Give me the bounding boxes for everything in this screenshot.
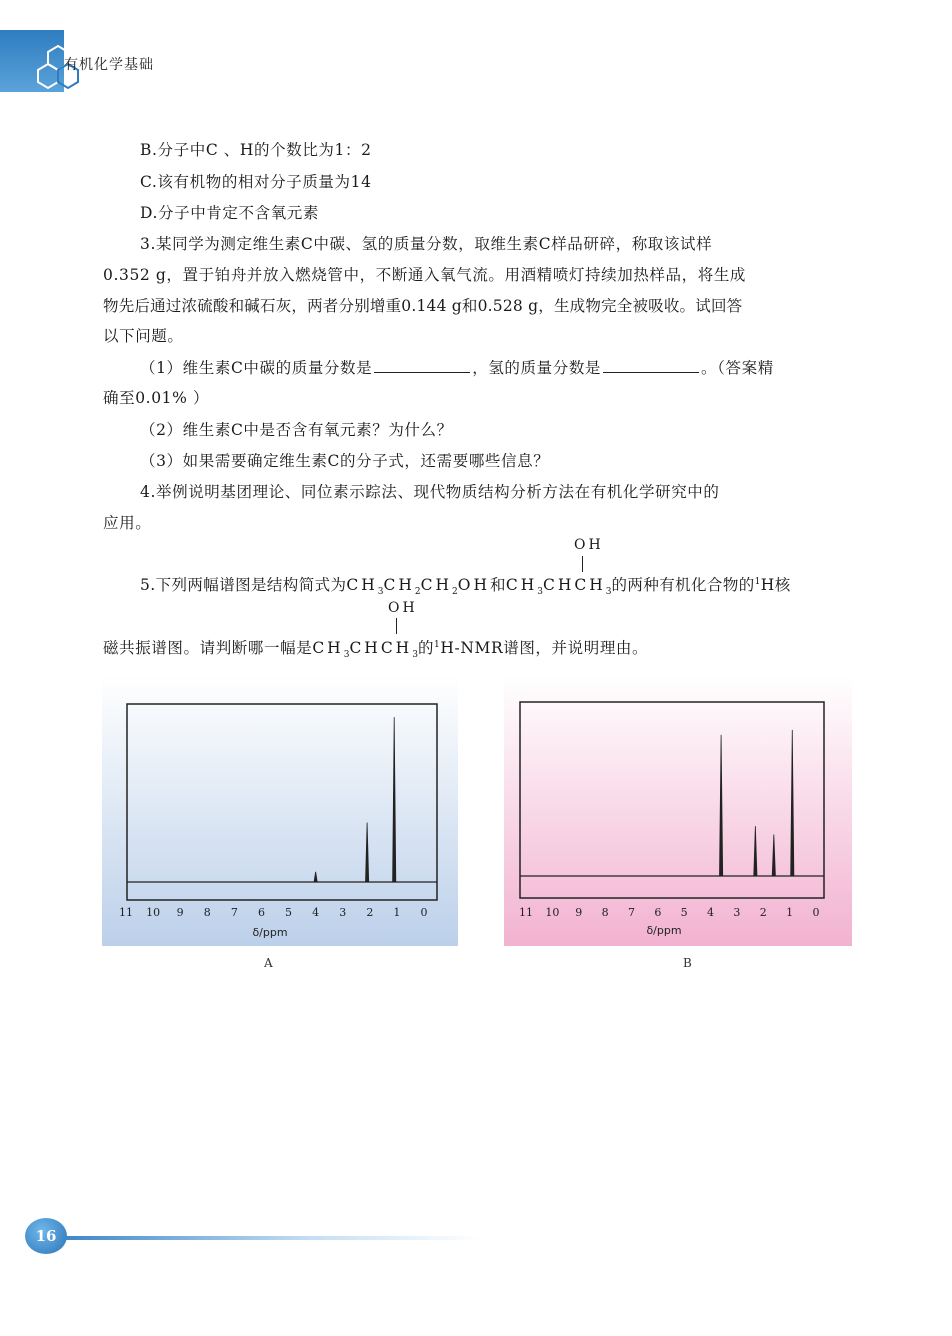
axis-tick-label: 2 xyxy=(366,906,374,919)
axis-tick-label: 4 xyxy=(707,906,715,919)
nmr-spectrum-a xyxy=(102,676,458,946)
question-5-line-1 xyxy=(140,573,791,597)
q5-and: 和 xyxy=(490,576,506,594)
question-5-line-2 xyxy=(103,636,648,660)
formula-propanol: $CH_3CH_2CH_2OH$ xyxy=(346,576,490,598)
option-c: C.该有机物的相对分子质量为14 xyxy=(140,173,372,191)
axis-tick-label: 2 xyxy=(759,906,767,919)
bond-line-1 xyxy=(582,556,583,572)
axis-tick-label: 10 xyxy=(146,906,161,919)
q5-superscript: 1 xyxy=(754,576,761,587)
formula-isopropanol-2: $CH_3CHCH_3$ xyxy=(312,639,418,661)
option-d: D.分子中肯定不含氧元素 xyxy=(140,204,320,222)
q5-mid: 的两种有机化合物的 xyxy=(611,576,755,594)
bond-line-2 xyxy=(396,618,397,634)
question-3-line-4: 以下问题。 xyxy=(103,327,184,345)
axis-tick-label: 8 xyxy=(203,906,211,919)
axis-tick-label: 10 xyxy=(545,906,560,919)
q5-tail: H核 xyxy=(760,576,791,594)
sub1-part-c: 。（答案精 xyxy=(701,359,774,377)
oh-substituent-1: OH xyxy=(574,537,604,553)
axis-tick-label: 5 xyxy=(680,906,688,919)
axis-tick-label: 3 xyxy=(339,906,347,919)
axis-tick-label: 11 xyxy=(519,906,533,919)
question-4-line-2: 应用。 xyxy=(103,514,152,532)
axis-tick-label: 9 xyxy=(176,906,184,919)
spectrum-a-xlabel: δ/ppm xyxy=(252,926,288,939)
axis-tick-label: 9 xyxy=(575,906,583,919)
q5-prefix: 5.下列两幅谱图是结构简式为 xyxy=(140,576,347,594)
axis-tick-label: 4 xyxy=(312,906,320,919)
q5l2-de: 的 xyxy=(417,639,435,657)
question-3-sub-1 xyxy=(140,356,774,378)
sub1-part-b: ，氢的质量分数是 xyxy=(472,359,602,377)
formula-isopropanol: $CH_3CHCH_3$ xyxy=(505,576,612,598)
axis-tick-label: 7 xyxy=(230,906,238,919)
question-3-sub-2: （2）维生素C中是否含有氧元素？为什么？ xyxy=(140,421,453,439)
axis-tick-label: 0 xyxy=(812,906,820,919)
sub1-part-a: （1）维生素C中碳的质量分数是 xyxy=(140,359,373,377)
question-3-line-1: 3.某同学为测定维生素C中碳、氢的质量分数，取维生素C样品研碎，称取该试样 xyxy=(140,235,713,253)
question-4-line-1: 4.举例说明基团理论、同位素示踪法、现代物质结构分析方法在有机化学研究中的 xyxy=(140,483,720,501)
axis-tick-label: 8 xyxy=(601,906,609,919)
oh-substituent-2: OH xyxy=(388,600,418,616)
answer-blank-carbon[interactable] xyxy=(374,358,470,373)
axis-tick-label: 6 xyxy=(654,906,662,919)
question-3-line-3: 物先后通过浓硫酸和碱石灰，两者分别增重0.144 g和0.528 g，生成物完全被吸收。试回答 xyxy=(103,297,743,315)
book-title: 有机化学基础 xyxy=(64,57,154,73)
q5l2-prefix: 磁共振谱图。请判断哪一幅是 xyxy=(103,639,313,657)
axis-tick-label: 0 xyxy=(420,906,428,919)
spectrum-b-caption: B xyxy=(683,956,692,970)
axis-tick-label: 3 xyxy=(733,906,741,919)
page-number: 16 xyxy=(25,1218,67,1254)
axis-tick-label: 7 xyxy=(627,906,635,919)
axis-tick-label: 6 xyxy=(257,906,265,919)
axis-tick-label: 5 xyxy=(285,906,293,919)
nmr-spectrum-b xyxy=(504,676,852,946)
axis-tick-label: 11 xyxy=(119,906,133,919)
footer-rule xyxy=(60,1236,480,1240)
q5l2-superscript: 1 xyxy=(434,639,441,650)
question-3-line-2: 0.352 g，置于铂舟并放入燃烧管中，不断通入氧气流。用酒精喷灯持续加热样品，将生成 xyxy=(103,266,747,284)
answer-blank-hydrogen[interactable] xyxy=(603,358,699,373)
question-3-sub-1-cont: 确至0.01% ） xyxy=(103,389,210,407)
axis-tick-label: 1 xyxy=(393,906,401,919)
spectrum-b-xlabel: δ/ppm xyxy=(646,924,682,937)
spectrum-a-caption: A xyxy=(264,956,273,970)
q5l2-tail: H-NMR谱图，并说明理由。 xyxy=(440,639,649,657)
question-3-sub-3: （3）如果需要确定维生素C的分子式，还需要哪些信息？ xyxy=(140,452,550,470)
axis-tick-label: 1 xyxy=(786,906,794,919)
option-b: B.分子中C 、H的个数比为1：2 xyxy=(140,141,372,159)
